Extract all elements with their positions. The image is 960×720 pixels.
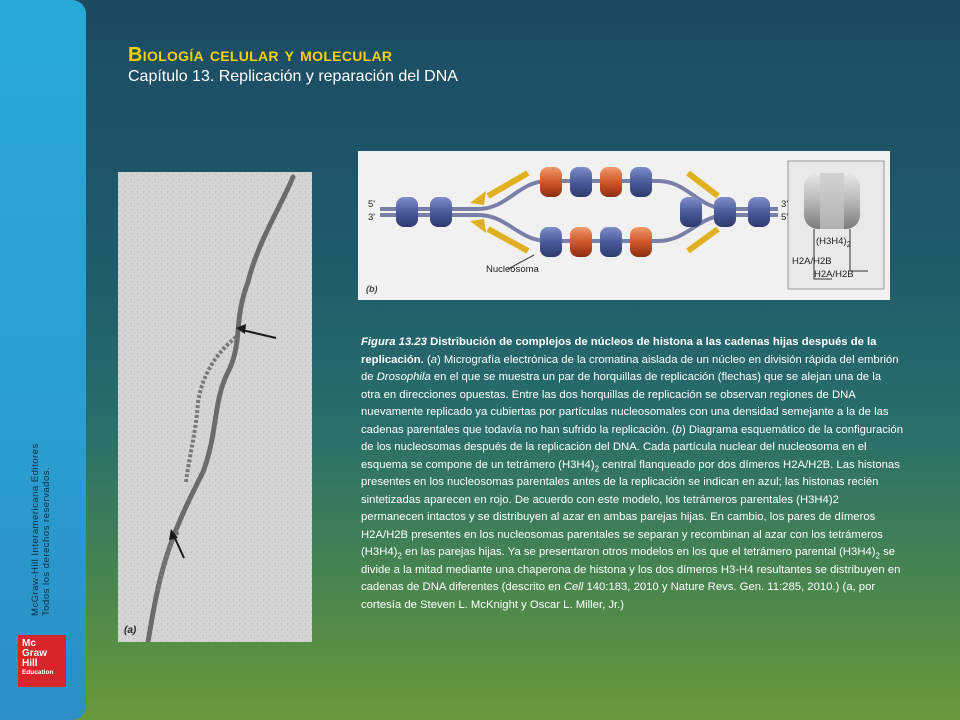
copyright-line-2: Todos los derechos reservados. — [41, 466, 52, 616]
dimer-label-1: H2A/H2B — [792, 256, 832, 267]
dimer-label-2: H2A/H2B — [814, 269, 854, 280]
page-title: BIOLOGÍA CELULAR Y MOLECULAR — [128, 44, 393, 66]
strand-5-right: 5' — [781, 212, 789, 223]
logo-education: Education — [22, 669, 54, 676]
logo-line-1: Mc — [22, 638, 36, 649]
mcgraw-hill-logo — [18, 635, 66, 687]
fig-number: Figura 13.23 — [361, 336, 427, 348]
micrograph-image — [118, 172, 312, 642]
panel-a-label: (a) — [124, 625, 137, 636]
copyright-text — [30, 386, 52, 616]
figure-caption: Figura 13.23 Distribución de complejos de núcleos de histona a las cadenas hijas después de la replicación. (a) Micrografía electrónica de la cromatina aislada de un núcleo en división rápida del embrión de Drosophila en el que se muestra un par de horquillas de replicación (flechas) que se alejan una de la otra en direcciones opuestas. Entre las dos horquillas de replicación se observan regiones de DNA nuevamente replicado ya cubiertas por partículas nucleosomales con una densidad semejante a la de las cadenas parentales que todavía no han sufrido la replicación. (b) Diagrama esquemático de la configuración de los nucleosomas después de la replicación del DNA. Cada partícula nuclear del nucleosoma en el esquema se compone de un tetrámero $(H3H4)_2$ central flanqueado por dos dímeros H2A/H2B. Las histonas presentes en los nucleosomas parentales antes de la replicación se indican en azul; las histonas recién sintetizadas aparecen en rojo. De acuerdo con este modelo, los tetrámeros parentales (H3H4)2 permanecen intactos y se distribuyen al azar en ambas parejas hijas. En cambio, los pares de dímeros H2A/H2B presentes en los nucleosomas parentales se separan y recombinan al azar con los tetrámeros $(H3H4)_2$ en las parejas hijas. Ya se presentaron otros modelos en los que el tetrámero parental $(H3H4)_2$ se divide a la mitad mediante una chaperona de histona y los dos dímeros H3-H4 resultantes se distribuyen en cadenas de DNA diferentes (descrito en Cell 140:183, 2010 y Nature Revs. Gen. 11:285, 2010.) (a, por cortesía de Steven L. McKnight y Oscar L. Miller, Jr.) — [361, 336, 903, 611]
logo-line-3: Hill — [22, 658, 38, 669]
strand-3-right: 3' — [781, 199, 789, 210]
tetramer-label: $(H3H4)_2$ — [816, 236, 852, 249]
copyright-line-1: McGraw-Hill Interamericana Editores — [30, 443, 41, 616]
strand-3-left: 3' — [368, 212, 376, 223]
diagram-svg — [358, 151, 890, 300]
panel-b-label: (b) — [366, 284, 378, 294]
logo-line-2: Graw — [22, 648, 48, 659]
nucleosome-diagram — [358, 151, 890, 300]
parental-nucleosomes-right — [680, 197, 770, 227]
fig-title: Distribución de complejos de núcleos de histona a las cadenas hijas después de la replicación. — [361, 336, 877, 366]
species-name: Drosophila — [376, 371, 431, 383]
page-subtitle: Capítulo 13. Replicación y reparación del DNA — [128, 68, 458, 85]
parental-nucleosomes-left — [396, 197, 452, 227]
micrograph-svg — [118, 172, 312, 642]
journal-name: Cell — [563, 581, 584, 593]
sidebar — [0, 0, 86, 720]
nucleosome-label: Nucleosoma — [486, 264, 539, 275]
strand-5-left: 5' — [368, 199, 376, 210]
